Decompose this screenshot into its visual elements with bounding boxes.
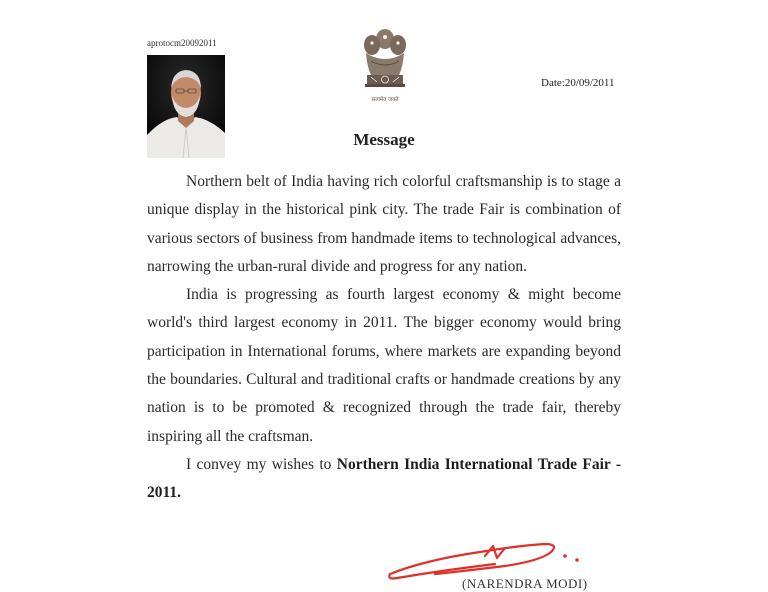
message-heading: Message [353,130,415,149]
paragraph-1: Northern belt of India having rich colorful craftsmanship is to stage a unique display in the historical pink city. The trade Fair is combination of various sectors of business from handmade items to technological advances, narrowing the urban-rural divide and progress for any nation. [147,173,621,275]
paragraph-2: India is progressing as fourth largest economy & might become world's third largest economy in 2011. The bigger economy would bring participation in International forums, where markets are expanding beyond the boundaries. Cultural and traditional crafts or handmade creations by any nation is to be promoted & recognized through the trade fair, thereby inspiring all the craftsman. [147,286,621,445]
reference-number: aprotocm20092011 [147,38,217,48]
paragraph-3 [147,451,621,508]
trade-fair-name: Northern India International Trade Fair - 2011. [147,455,621,502]
emblem-motto: सत्यमेव जयते [371,97,399,103]
signatory-name: (NARENDRA MODI) [462,576,588,591]
message-body [147,168,621,508]
letter-date: Date:20/09/2011 [541,77,615,89]
national-emblem-icon [357,25,413,109]
paragraph-3-lead: I convey my wishes to [186,455,337,473]
